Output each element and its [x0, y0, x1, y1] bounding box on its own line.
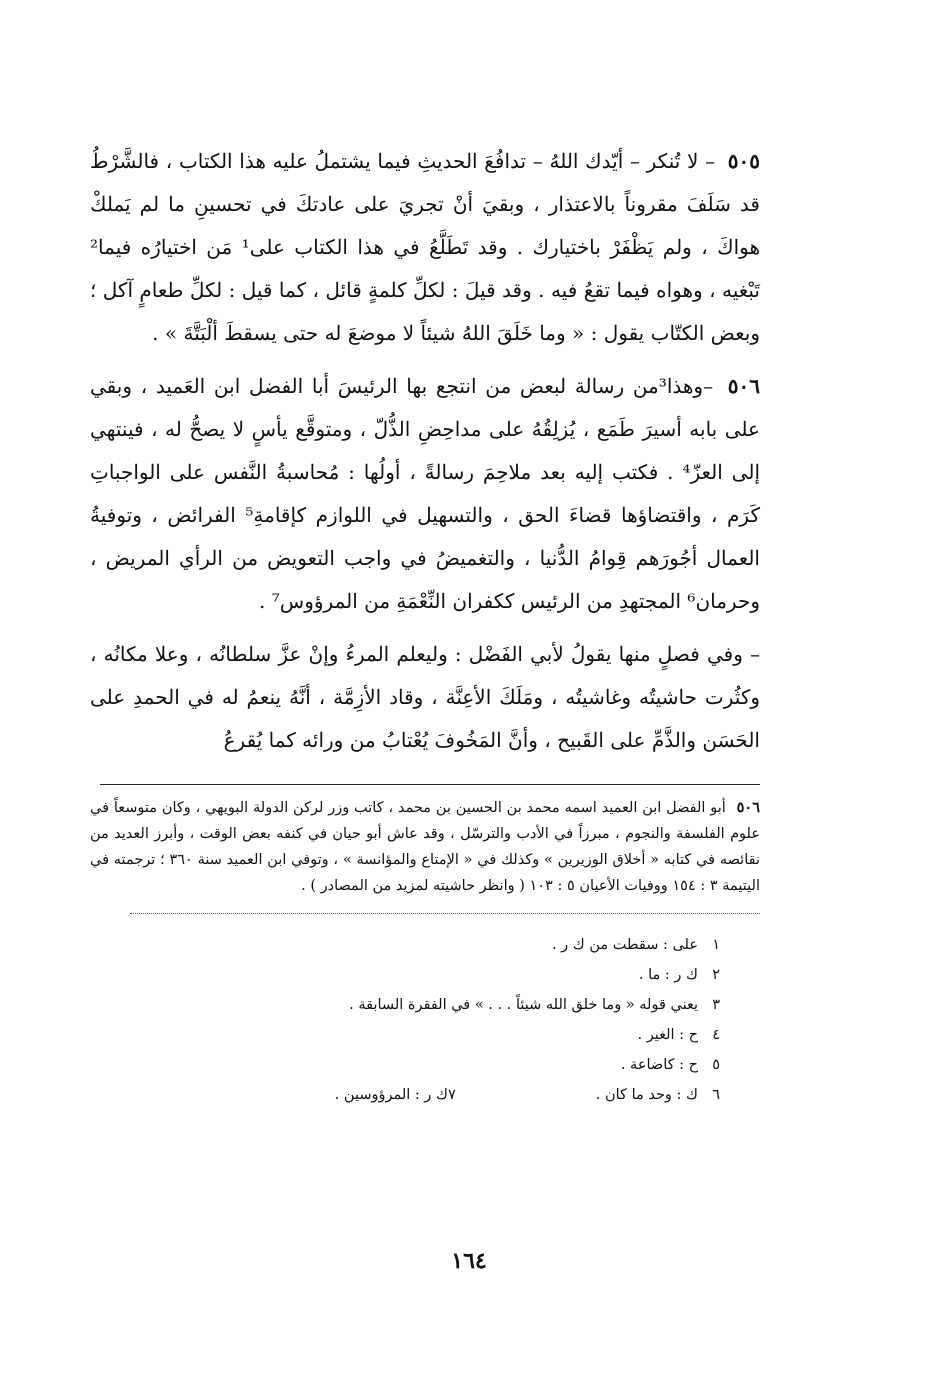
- paragraph-text: – لا تُنكر – أيّدك اللهُ – تدافُعَ الحديثِ فيما يشتملُ عليه هذا الكتاب ، فالشَّرْطُ قد سَلَفَ مقروناً بالاعتذار ، وبقيَ أنْ تجريَ على عادتكَ في تحسينِ ما لم يَملكْ هواكَ ، ولم يَظْفَرْ باختيارك . وقد تَطَلَّعُ في هذا الكتاب على¹ مَن اختيارُه فيما² تَبْغيه ، وهواه فيما تقعُ فيه . وقد قيلَ : لكلِّ كلمةٍ قائل ، كما قيل : لكلِّ طعامٍ آكل ؛ وبعض الكتّاب يقول : « وما خَلَقَ اللهُ شيئاً لا موضعَ له حتى يسقطَ ألْبَتَّةَ » .: [90, 149, 760, 345]
- variant-item: ٧ك ر : المرؤوسين .: [334, 1087, 456, 1103]
- paragraph-text: – وفي فصلٍ منها يقولُ لأبي الفَضْل : وليعلم المرءُ وإنْ عزَّ سلطانُه ، وعلا مكانُه ، وكثُرت حاشيتُه وغاشيتُه ، ومَلَكَ الأعِنَّة ، وقاد الأزِمَّة ، أنَّهُ ينعمُ له في الحمدِ على الحَسَن والذَّمِّ على القَبيح ، وأنَّ المَخُوفَ يُعْتابُ من ورائه كما يُقرعُ: [90, 642, 760, 752]
- variant-readings-list: [90, 930, 760, 1110]
- variant-item: ٥ ح : كاضاعة .: [620, 1057, 720, 1073]
- paragraph-505: [90, 140, 760, 355]
- variant-item: ٣ يعني قوله « وما خلق الله شيئاً . . . » في الفقرة السابقة .: [349, 997, 720, 1013]
- paragraph-506-continued: [90, 633, 760, 762]
- footnote: [90, 795, 760, 899]
- variants-divider: [130, 913, 760, 914]
- footnote-divider: [100, 784, 760, 785]
- footnote-number: ٥٠٦: [736, 799, 760, 816]
- footnote-text: أبو الفضل ابن العميد اسمه محمد بن الحسين بن محمد ، كاتب وزر لركن الدولة البويهي ، وكان متوسعاً في علوم الفلسفة والنجوم ، مبرزاً في الأدب والترسّل ، وقد عاش أبو حيان في كنفه بعض الوقت ، وأبرز العديد من نقائصه في كتابه « أخلاق الوزيرين » وكذلك في « الإمتاع والمؤانسة » ، وتوفي ابن العميد سنة ٣٦٠ ؛ ترجمته في اليتيمة ٣ : ١٥٤ ووفيات الأعيان ٥ : ١٠٣ ( وانظر حاشيته لمزيد من المصادر ) .: [90, 800, 760, 894]
- paragraph-number: ٥٠٦: [727, 374, 760, 398]
- paragraph-506: [90, 365, 760, 623]
- paragraph-number: ٥٠٥: [727, 149, 760, 173]
- variant-item-row: ٦ ك : وحد ما كان . ٧ك ر : المرؤوسين .: [90, 1080, 720, 1110]
- paragraph-text: –وهذا³من رسالة لبعض من انتجع بها الرئيسَ أبا الفضل ابن العَميد ، وبقي على بابه أسيرَ طَمَع ، يُزلِقُهُ على مداحِضِ الذُّلّ ، ومتوقَّع يأسٍ لا يصحُّ له ، فينتهي إلى العزّ⁴ . فكتب إليه بعد ملاحِمَ رسالةً ، أولُها : مُحاسبةُ النَّفس على الواجباتِ كَرَم ، واقتضاؤها قضاءَ الحق ، والتسهيل في اللوازم كإقامةِ⁵ الفرائض ، وتوفيةُ العمال أجُورَهم قِوامُ الدُّنيا ، والتغميضُ في واجب التعويض من الرأي المريض ، وحرمان⁶ المجتهدِ من الرئيس ككفران النِّعْمَةِ من المرؤوس⁷ .: [90, 374, 760, 613]
- main-text: [90, 140, 760, 762]
- page-body: [90, 140, 760, 1110]
- variant-item: ١ على : سقطت من ك ر .: [551, 937, 720, 953]
- variant-item: ٢ ك ر : ما .: [638, 967, 720, 983]
- page-number: ١٦٤: [451, 1248, 487, 1274]
- variant-item: ٤ ح : الغير .: [637, 1027, 720, 1043]
